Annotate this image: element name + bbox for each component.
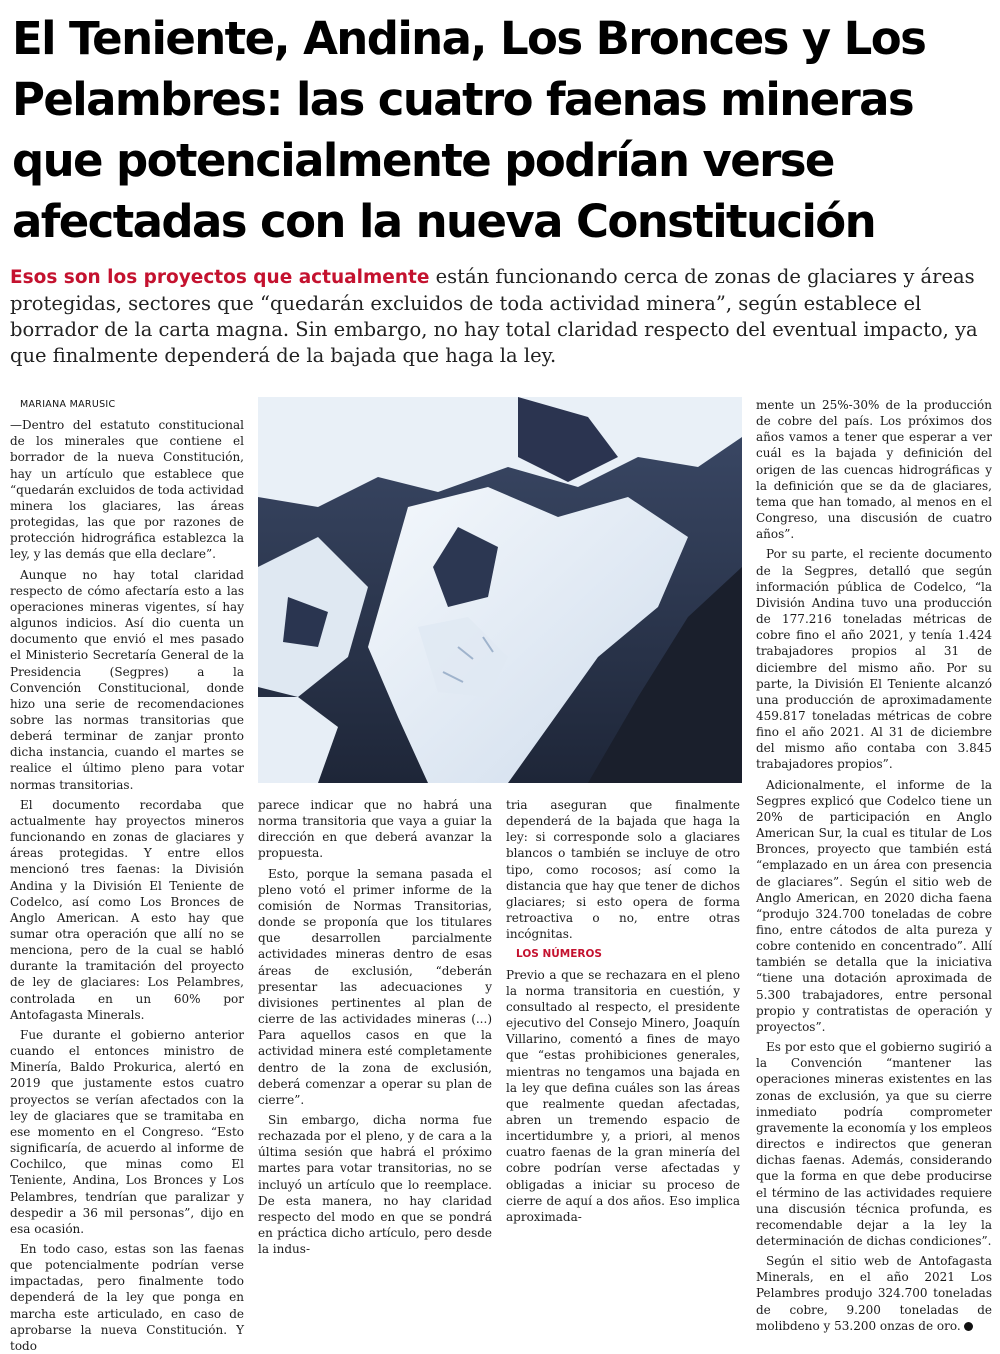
section-heading: LOS NÚMEROS: [516, 948, 602, 961]
paragraph: Aunque no hay total claridad respecto de cómo afectaría esto a las operaciones mineras vigentes, sí hay algunos indicios. Así dio cuenta un documento que envió el mes pasado el Ministerio Secretaría General de la Presidencia (Segpres) a la Convención Constitucional, donde hizo una serie de recomendaciones sobre las normas transitorias que deberá terminar de zanjar pronto dicha instancia, cuando el martes se realice el último pleno para votar normas transitorias.: [10, 567, 244, 792]
paragraph: mente un 25%-30% de la producción de cobre del país. Los próximos dos años vamos a tener que esperar a ver cuál es la bajada y definición del origen de las cuencas hidrográficas y la definición que se da de glaciares, tema que han tomado, al menos en el Congreso, una discusión de cuatro años”.: [756, 398, 992, 542]
glacier-photo: [258, 397, 742, 783]
article-headline: El Teniente, Andina, Los Bronces y Los Pelambres: las cuatro faenas mineras que potencialmente podrían verse afectadas con la nueva Constitución: [12, 12, 926, 248]
paragraph: Adicionalmente, el informe de la Segpres explicó que Codelco tiene un 20% de participación en Anglo American Sur, la cual es titular de Los Bronces, proyecto que también está “emplazado en un área con presencia de glaciares”. Según el sitio web de Anglo American, en 2020 dicha faena “produjo 324.700 toneladas de cobre fino, entre cátodos de alta pureza y cobre contenido en concentrado”. Allí también se detalla que la iniciativa “tiene una dotación aproximada de 5.300 trabajadores, entre personal propio y contratistas de operación y proyectos”.: [756, 777, 992, 1034]
end-of-article-icon: [964, 1322, 973, 1331]
article-column-4: [756, 397, 992, 1333]
paragraph: En todo caso, estas son las faenas que potencialmente podrían verse impactadas, pero finalmente todo dependerá de la ley que ponga en marcha este articulado, en caso de aprobarse la nueva Constitución. Y todo: [10, 1241, 244, 1353]
paragraph: Sin embargo, dicha norma fue rechazada por el pleno, y de cara a la última sesión que habrá el próximo martes para votar transitorias, no se incluyó un artículo que lo reemplace. De esta manera, no hay claridad respecto del modo en que se pondrá en práctica dicho artículo, pero desde la indus-: [258, 1112, 492, 1257]
lead-text: están funcionando cerca de zonas de glaciares y áreas protegidas, sectores que “quedarán excluidos de toda actividad minera”, según establece el borrador de la carta magna. Sin embargo, no hay total claridad respecto del eventual impacto, ya que finalmente dependerá de la bajada que haga la ley.: [10, 265, 978, 367]
paragraph: Por su parte, el reciente documento de la Segpres, detalló que según información pública de Codelco, “la División Andina tuvo una producción de 177.216 toneladas métricas de cobre fino el año 2021, y tenía 1.424 trabajadores propios al 31 de diciembre del mismo año. Por su parte, la División El Teniente alcanzó una producción de aproximadamente 459.817 toneladas métricas de cobre fino el año 2021. Al 31 de diciembre del mismo año contaba con 3.845 trabajadores propios”.: [756, 547, 992, 772]
byline: MARIANA MARUSIC: [20, 399, 116, 410]
paragraph: [756, 1253, 992, 1334]
lead-accent: Esos son los proyectos que actualmente: [10, 267, 430, 288]
article-column-3: [506, 797, 740, 1224]
paragraph: Esto, porque la semana pasada el pleno votó el primer informe de la comisión de Normas Transitorias, donde se proponía que los titulares que desarrollen parcialmente actividades mineras dentro de esas áreas de exclusión, “deberán presentar las adecuaciones y divisiones pertinentes al plan de cierre de las actividades mineras (...) Para aquellos casos en que la actividad minera esté completamente dentro de la zona de exclusión, deberá comenzar a operar su plan de cierre”.: [258, 866, 492, 1107]
paragraph: tria aseguran que finalmente dependerá de la bajada que haga la ley: si corresponde solo a glaciares blancos o también se incluye de otro tipo, como rocosos; así como la distancia que hay que tener de dichos glaciares; si esto opera de forma retroactiva o no, entre otras incógnitas.: [506, 798, 740, 942]
paragraph: Es por esto que el gobierno sugirió a la Convención “mantener las operaciones mineras existentes en las zonas de exclusión, ya que su cierre inmediato podría comprometer gravemente la economía y los empleos directos e indirectos que generan dichas faenas. Además, considerando que la forma en que debe producirse el término de las actividades requiere una discusión técnica profunda, es recomendable dejar a la ley la determinación de dichas condiciones”.: [756, 1040, 992, 1248]
paragraph: Fue durante el gobierno anterior cuando el entonces ministro de Minería, Baldo Prokurica, alertó en 2019 que justamente estos cuatro proyectos se verían afectados con la ley de glaciares que se tramitaba en ese momento en el Congreso. “Esto significaría, de acuerdo al informe de Cochilco, que minas como El Teniente, Andina, Los Bronces y Los Pelambres, tendrían que paralizar y despedir a 36 mil personas”, dijo en esa ocasión.: [10, 1027, 244, 1236]
paragraph: Previo a que se rechazara en el pleno la norma transitoria en cuestión, y consultado al respecto, el presidente ejecutivo del Consejo Minero, Joaquín Villarino, comentó a fines de mayo que “estas prohibiciones generales, mientras no tengamos una bajada en la ley que defina cuáles son las áreas que realmente quedan afectadas, abren un tremendo espacio de incertidumbre y, a priori, al menos cuatro faenas de la gran minería del cobre podrían verse afectadas y obligadas a iniciar su proceso de cierre de aquí a dos años. Eso implica aproximada-: [506, 967, 740, 1224]
paragraph: parece indicar que no habrá una norma transitoria que vaya a guiar la dirección en que deberá avanzar la propuesta.: [258, 798, 492, 861]
article-column-2: [258, 797, 492, 1257]
paragraph: El documento recordaba que actualmente hay proyectos mineros funcionando en zonas de glaciares y áreas protegidas. Y entre ellos mencionó tres faenas: la División Andina y la División El Teniente de Codelco, así como Los Bronces de Anglo American. A esto hay que sumar otra operación que allí no se menciona, pero de la cual se habló durante la tramitación del proyecto de ley de glaciares: Los Pelambres, controlada en un 60% por Antofagasta Minerals.: [10, 797, 244, 1022]
paragraph: —Dentro del estatuto constitucional de los minerales que contiene el borrador de la nueva Constitución, hay un artículo que establece que “quedarán excluidos de toda actividad minera los glaciares, las áreas protegidas, las que por razones de protección hidrográfica establezca la ley, y las demás que ella declare”.: [10, 418, 244, 562]
final-paragraph-text: Según el sitio web de Antofagasta Minerals, en el año 2021 Los Pelambres produjo 324.700 toneladas de cobre, 9.200 toneladas de molibdeno y 53.200 onzas de oro.: [756, 1254, 992, 1333]
glacier-illustration: [258, 397, 742, 783]
article-lead: [10, 264, 995, 369]
article-column-1: [10, 397, 244, 1353]
